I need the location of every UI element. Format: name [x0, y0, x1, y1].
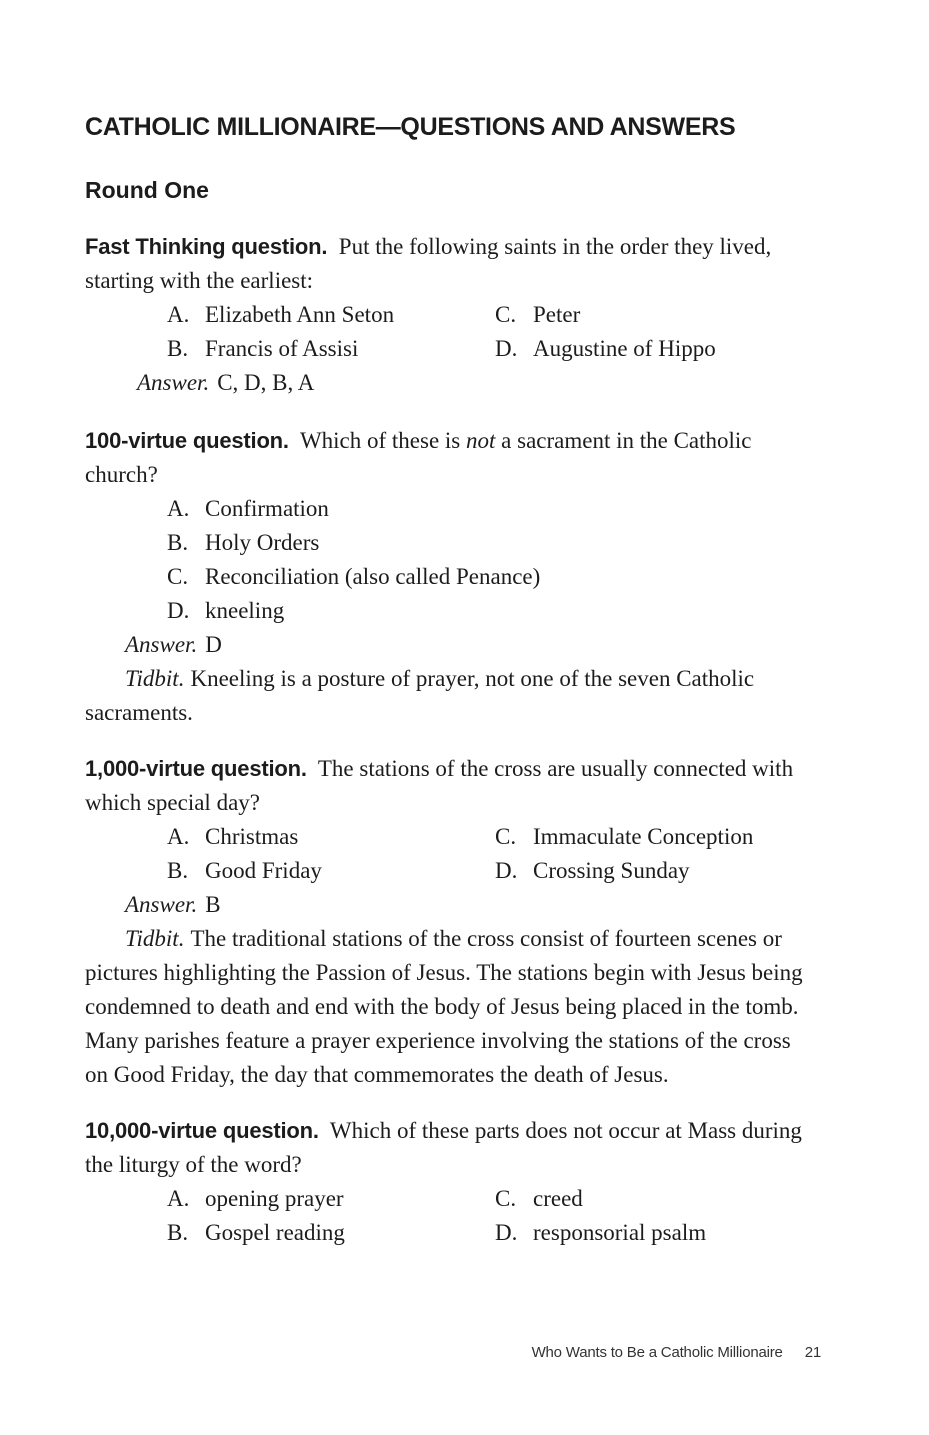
option-item: D. kneeling — [167, 598, 285, 623]
option-item: B. Good Friday — [167, 858, 322, 883]
question-label: Fast Thinking question. — [85, 234, 328, 259]
question-label: 100-virtue question. — [85, 428, 289, 453]
question-1000-virtue — [85, 752, 815, 1092]
option-item: C. Peter — [495, 302, 581, 327]
question-10000-virtue — [85, 1114, 815, 1250]
option-item: A. Confirmation — [167, 496, 329, 521]
question-fast-thinking — [85, 230, 815, 400]
question-text: Which of these parts does not occur at Mass during the liturgy of the word? — [85, 1118, 802, 1177]
answer-line — [137, 366, 815, 400]
option-item: B. Holy Orders — [167, 530, 320, 555]
page-number: 21 — [804, 1344, 821, 1361]
option-list — [167, 298, 815, 366]
answer-value: D — [205, 632, 222, 657]
tidbit — [85, 922, 815, 1092]
option-list — [167, 492, 815, 628]
tidbit-label: Tidbit. — [125, 926, 185, 951]
question-label: 1,000-virtue question. — [85, 756, 307, 781]
option-list — [167, 1182, 815, 1250]
page-title: CATHOLIC MILLIONAIRE—QUESTIONS AND ANSWERS — [85, 113, 736, 141]
document-page — [85, 108, 815, 1250]
option-item: A. Elizabeth Ann Seton — [167, 302, 395, 327]
option-item: A. Christmas — [167, 824, 299, 849]
question-emphasis: not — [466, 428, 496, 453]
question-label: 10,000-virtue question. — [85, 1118, 319, 1143]
answer-label: Answer. — [125, 892, 198, 917]
question-text: Which of these is — [299, 428, 461, 453]
question-text: Put the following saints in the order they lived, starting with the earliest: — [85, 234, 772, 293]
answer-value: B — [205, 892, 221, 917]
tidbit — [85, 662, 815, 730]
tidbit-text: Kneeling is a posture of prayer, not one of the seven Catholic sacraments. — [85, 666, 755, 725]
option-list — [167, 820, 815, 888]
answer-line — [125, 628, 815, 662]
tidbit-text: The traditional stations of the cross consist of fourteen scenes or pictures highlighting the Passion of Jesus. The stations begin with Jesus being condemned to death and end with the body of Jesus being placed in the tomb. Many parishes feature a prayer experience involving the stations of the cross on Good Friday, the day that commemorates the death of Jesus. — [85, 926, 803, 1087]
option-item: D. responsorial psalm — [495, 1220, 707, 1245]
question-100-virtue — [85, 424, 815, 730]
answer-label: Answer. — [125, 632, 198, 657]
option-item: D. Crossing Sunday — [495, 858, 690, 883]
answer-line — [125, 888, 815, 922]
answer-label: Answer. — [137, 370, 210, 395]
running-footer-title: Who Wants to Be a Catholic Millionaire — [531, 1344, 783, 1361]
option-item: B. Francis of Assisi — [167, 336, 359, 361]
question-text-rest: a sacrament in the Catholic church? — [85, 428, 752, 487]
option-item: D. Augustine of Hippo — [495, 336, 716, 361]
question-text: The stations of the cross are usually connected with which special day? — [85, 756, 794, 815]
round-heading: Round One — [85, 177, 209, 203]
option-item: C. creed — [495, 1186, 583, 1211]
option-item: C. Reconciliation (also called Penance) — [167, 564, 541, 589]
option-item: B. Gospel reading — [167, 1220, 345, 1245]
option-item: C. Immaculate Conception — [495, 824, 754, 849]
answer-value: C, D, B, A — [217, 370, 315, 395]
page-footer — [532, 1344, 821, 1361]
option-item: A. opening prayer — [167, 1186, 344, 1211]
tidbit-label: Tidbit. — [125, 666, 185, 691]
